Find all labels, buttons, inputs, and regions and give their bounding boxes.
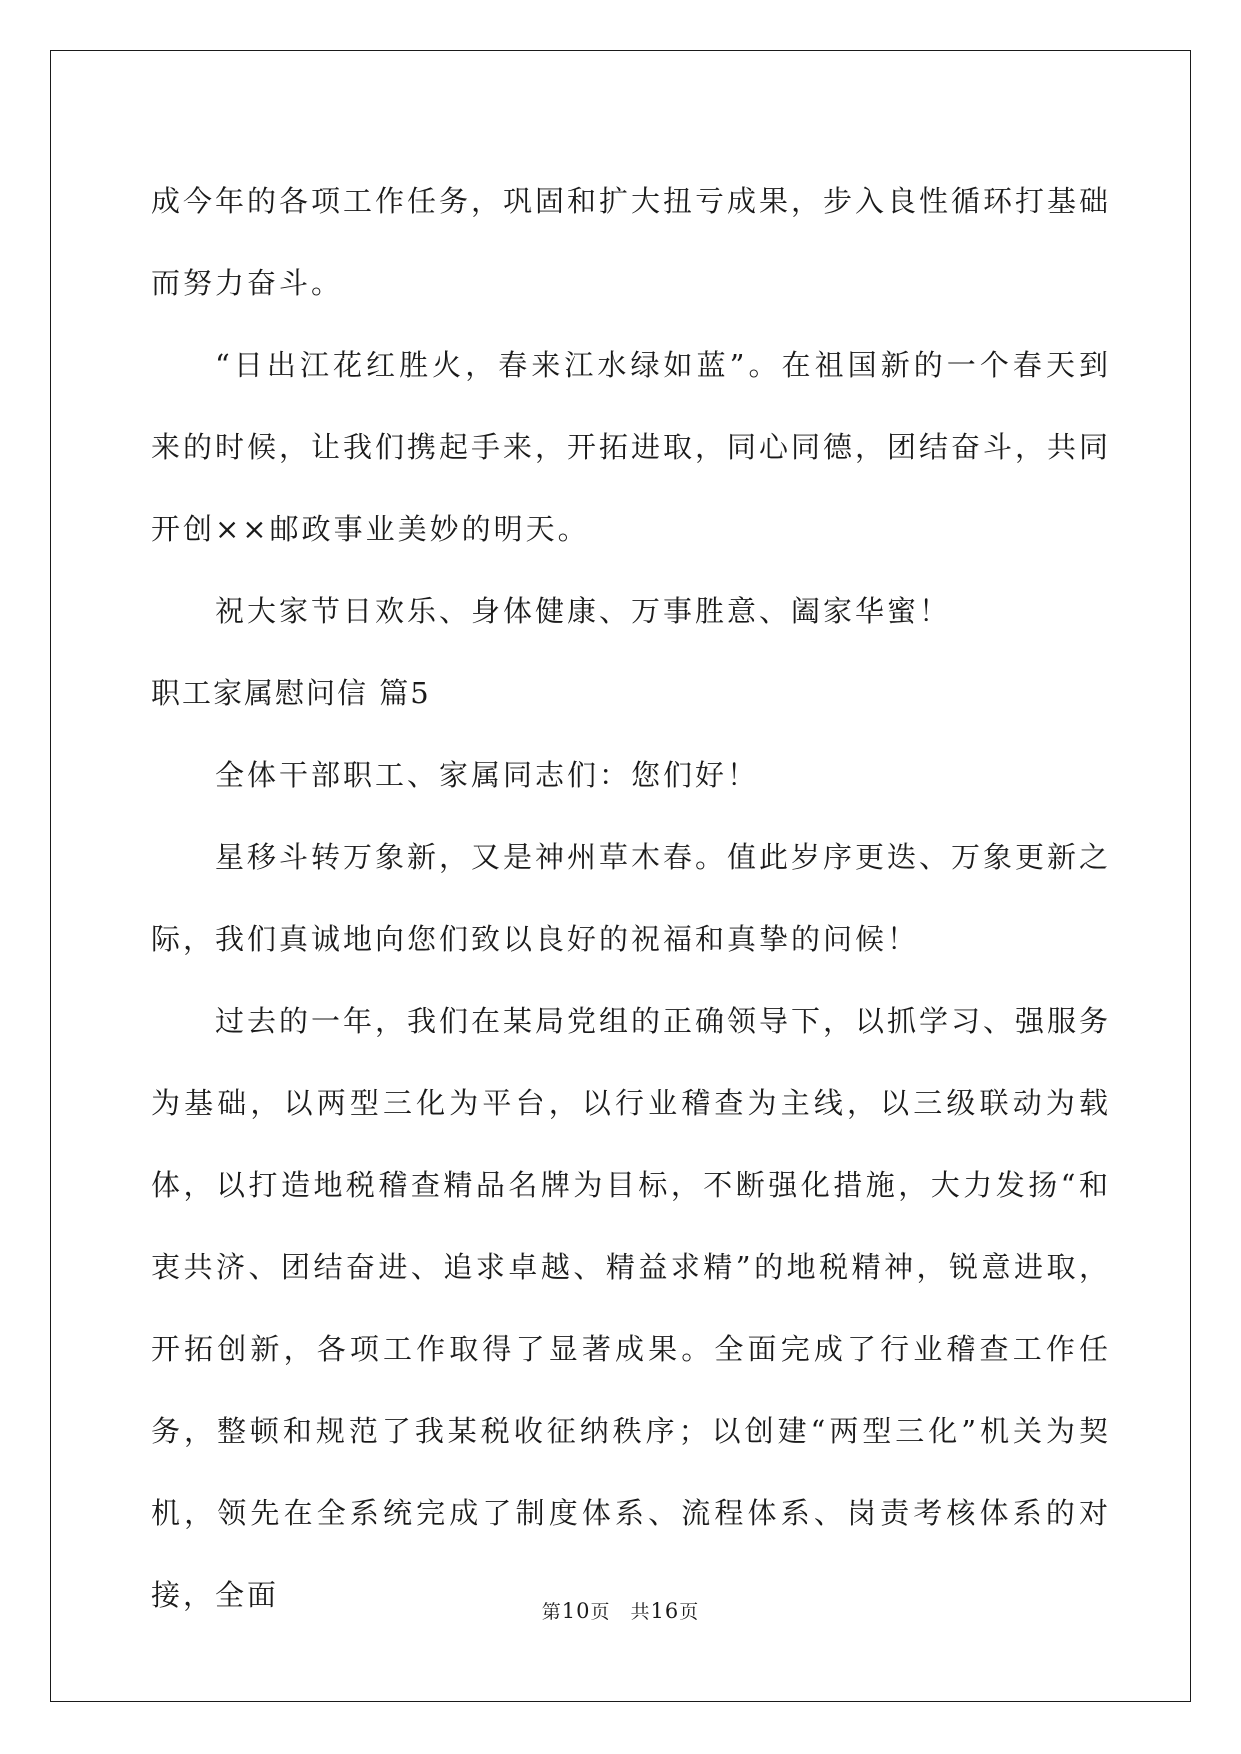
footer-page-number: 10: [561, 1599, 591, 1623]
paragraph-1: 成今年的各项工作任务，巩固和扩大扭亏成果，步入良性循环打基础而努力奋斗。: [151, 184, 1112, 300]
section-heading: 职工家属慰问信 篇5: [151, 676, 431, 710]
page-footer: [0, 1597, 1241, 1624]
paragraph-5: 星移斗转万象新，又是神州草木春。值此岁序更迭、万象更新之际，我们真诚地向您们致以良好的祝福和真挚的问候！: [151, 840, 1112, 956]
footer-prefix: 第: [541, 1601, 562, 1623]
footer-middle: 页 共: [590, 1601, 651, 1623]
document-body: [151, 160, 1111, 1636]
paragraph-4: 全体干部职工、家属同志们：您们好！: [215, 758, 760, 792]
paragraph-2: “日出江花红胜火，春来江水绿如蓝”。在祖国新的一个春天到来的时候，让我们携起手来，开拓进取，同心同德，团结奋斗，共同开创××邮政事业美妙的明天。: [151, 348, 1112, 546]
paragraph-6: 过去的一年，我们在某局党组的正确领导下，以抓学习、强服务为基础，以两型三化为平台，以行业稽查为主线，以三级联动为载体，以打造地税稽查精品名牌为目标，不断强化措施，大力发扬“和衷共济、团结奋进、追求卓越、精益求精”的地税精神，锐意进取，开拓创新，各项工作取得了显著成果。全面完成了行业稽查工作任务，整顿和规范了我某税收征纳秩序；以创建“两型三化”机关为契机，领先在全系统完成了制度体系、流程体系、岗责考核体系的对接，全面: [151, 1004, 1112, 1612]
paragraph-3: 祝大家节日欢乐、身体健康、万事胜意、阖家华蜜！: [215, 594, 952, 628]
footer-total-pages: 16: [650, 1599, 680, 1623]
footer-suffix: 页: [679, 1601, 700, 1623]
